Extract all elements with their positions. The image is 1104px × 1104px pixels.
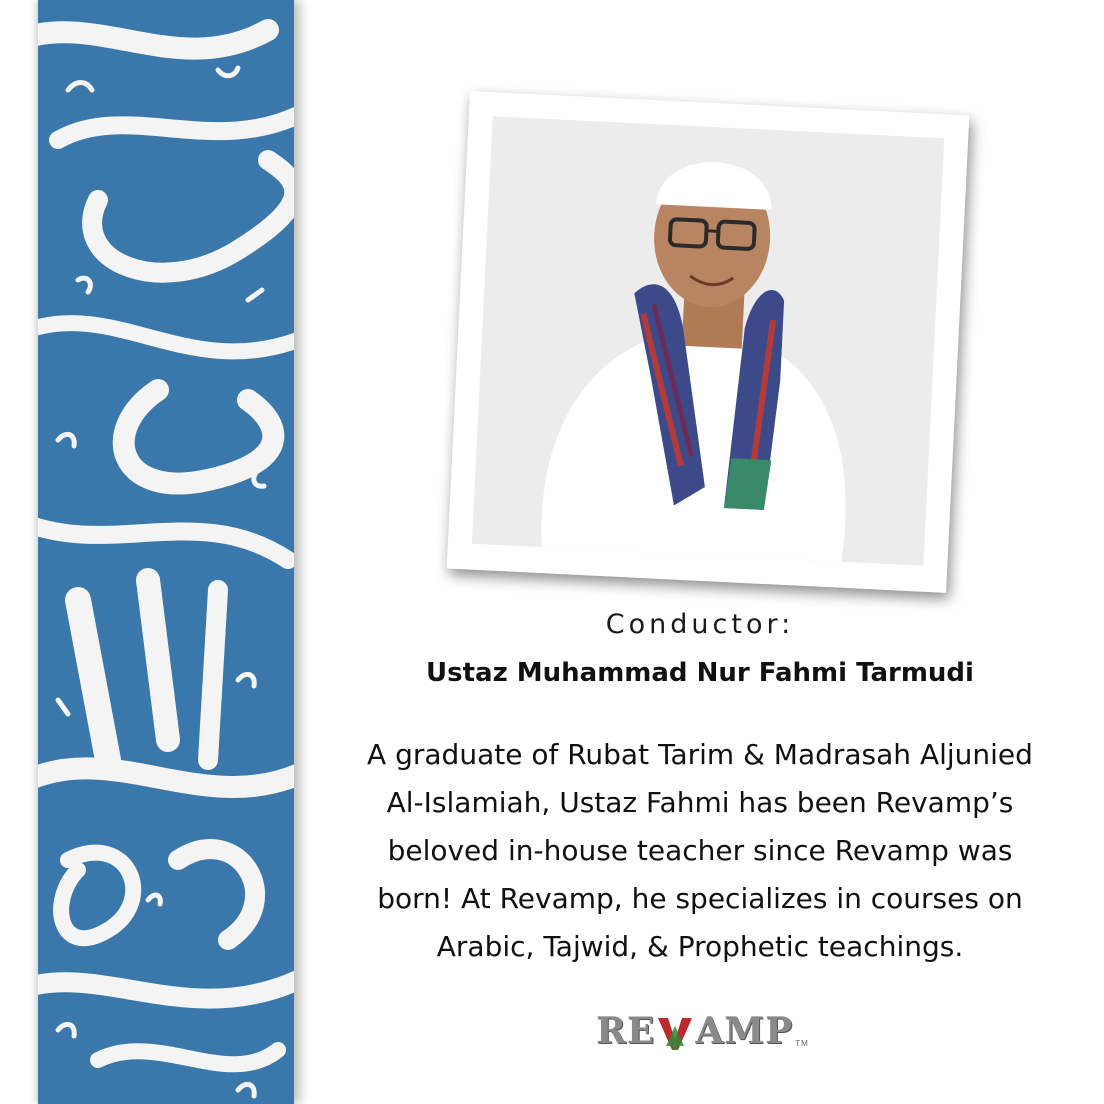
bio-line: born! At Revamp, he specializes in courses on	[377, 882, 1023, 915]
portrait-photo	[472, 116, 944, 566]
calligraphy-banner	[38, 0, 294, 1104]
bio-line: beloved in-house teacher since Revamp was	[387, 834, 1013, 867]
calligraphy-pattern	[38, 0, 294, 1104]
photo-frame	[447, 91, 970, 593]
bio-line: Al-Islamiah, Ustaz Fahmi has been Revamp’s	[386, 786, 1014, 819]
bio-paragraph	[330, 731, 1070, 971]
conductor-label: Conductor:	[605, 609, 795, 640]
bio-line: Arabic, Tajwid, & Prophetic teachings.	[436, 930, 964, 963]
logo-text-start: RE	[596, 1010, 656, 1052]
logo-text-end: AMP	[695, 1010, 794, 1052]
conductor-name: Ustaz Muhammad Nur Fahmi Tarmudi	[426, 658, 974, 688]
logo-trademark: TM	[795, 1039, 809, 1048]
logo-v-icon	[656, 1012, 694, 1052]
portrait-illustration	[472, 116, 944, 566]
revamp-logo	[596, 1004, 816, 1052]
bio-line: A graduate of Rubat Tarim & Madrasah Aljunied	[367, 738, 1033, 771]
